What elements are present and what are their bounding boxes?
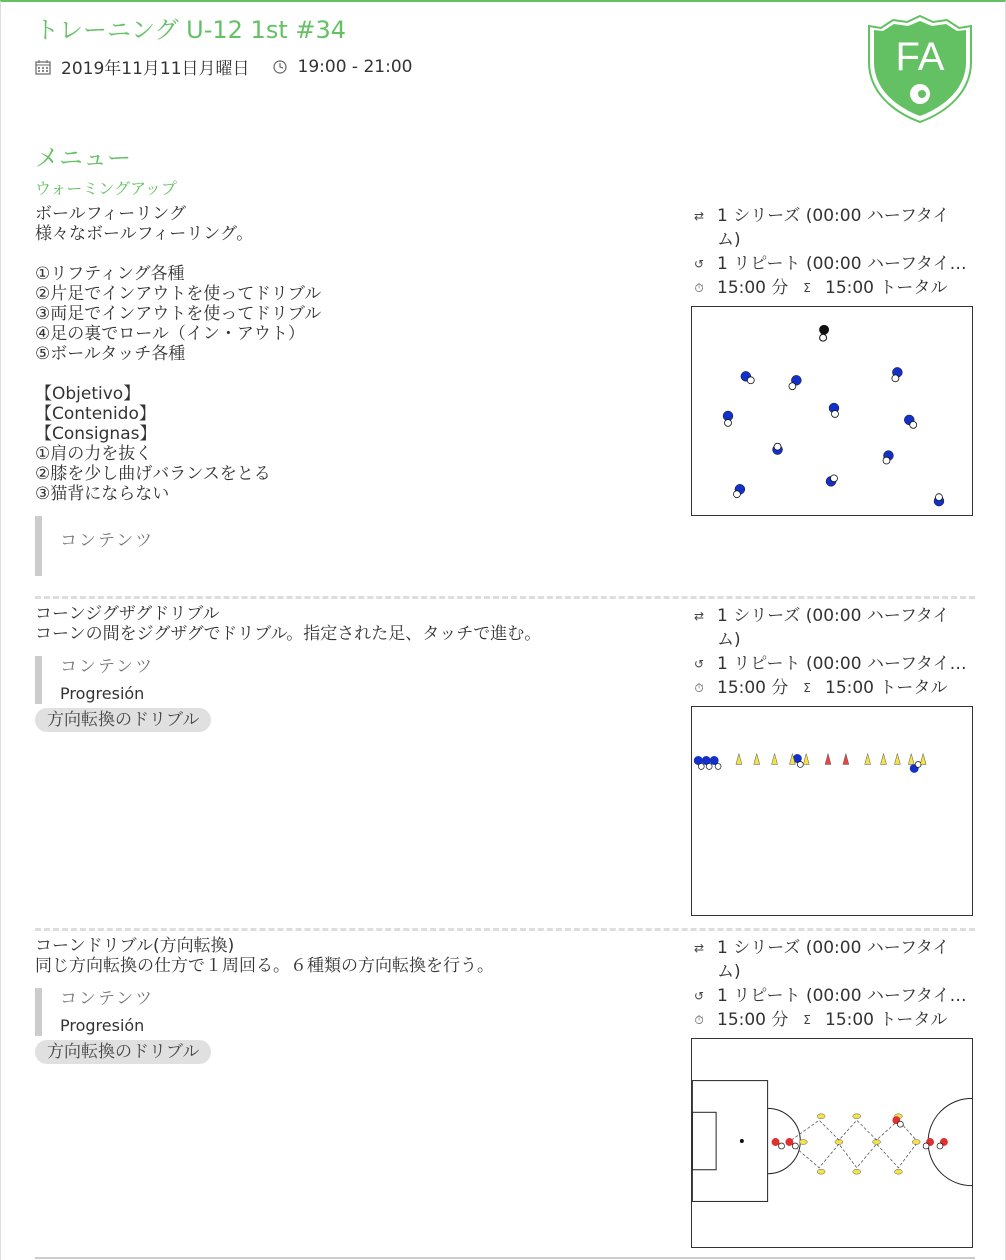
sigma-icon: Σ — [803, 681, 811, 695]
exercise-2 — [35, 604, 975, 924]
session-title: トレーニング U-12 1st #34 — [35, 16, 347, 44]
exercise-1 — [35, 204, 975, 584]
exercise-1-text — [35, 204, 655, 576]
stopwatch-icon: ⏱ — [694, 281, 704, 295]
contents-box — [35, 516, 655, 576]
duration-text: 15:00 分 — [717, 278, 789, 298]
contents-heading: コンテンツ — [60, 531, 155, 551]
stopwatch-icon: ⏱ — [694, 1013, 704, 1027]
menu-title: メニュー — [35, 144, 131, 172]
exercise-2-text — [35, 604, 655, 732]
rotate-icon: ↺ — [693, 657, 705, 671]
description-line: ①リフティング各種 — [35, 264, 185, 284]
players-group — [723, 367, 944, 506]
description-line: ②片足でインアウトを使ってドリブル — [35, 284, 322, 304]
divider — [35, 928, 975, 931]
session-time: 19:00 - 21:00 — [297, 56, 413, 77]
exercise-3-stats — [691, 936, 973, 1253]
description-line — [35, 364, 655, 384]
tag-chip[interactable]: 方向転換のドリブル — [35, 1040, 211, 1064]
exercise-name: コーンジグザグドリブル — [35, 604, 220, 624]
balls-group — [698, 761, 921, 769]
exercise-name: ボールフィーリング — [35, 204, 186, 224]
description-line — [35, 244, 655, 264]
logo-text: FA — [895, 35, 945, 79]
description-line: ⑤ボールタッチ各種 — [35, 344, 186, 364]
calendar-icon — [35, 59, 51, 75]
exercise-name: コーンドリブル(方向転換) — [35, 936, 235, 956]
stopwatch-icon: ⏱ — [694, 681, 704, 695]
contents-value: Progresión — [60, 684, 145, 703]
sigma-icon: Σ — [803, 281, 811, 295]
description-line: ④足の裏でロール（イン・アウト） — [35, 324, 305, 344]
series-text: 1 シリーズ (00:00 ハーフタイム) — [717, 206, 950, 250]
description-line: ③両足でインアウトを使ってドリブル — [35, 304, 322, 324]
contents-box — [35, 656, 655, 704]
clock-icon — [272, 59, 288, 75]
cones-group — [736, 754, 926, 765]
dribble-path — [791, 1120, 916, 1168]
repeat-text: 1 リピート (00:00 ハーフタイム) — [717, 254, 973, 274]
balls-group — [725, 375, 943, 501]
exercise-3 — [35, 936, 975, 1256]
exercise-diagram[interactable] — [691, 1038, 973, 1248]
description-line: コーンの間をジグザグでドリブル。指定された足、タッチで進む。 — [35, 624, 542, 644]
balls-group — [779, 1121, 943, 1149]
description-line: 【Objetivo】 — [35, 384, 141, 404]
exercise-3-text — [35, 936, 655, 1064]
red-cones-group — [825, 754, 849, 765]
description-line: ②膝を少し曲げバランスをとる — [35, 464, 271, 484]
repeat-text: 1 リピート (00:00 ハーフタイム) — [717, 986, 973, 1006]
player-coach-icon — [819, 325, 829, 341]
duration-text: 15:00 分 — [717, 1010, 789, 1030]
session-date: 2019年11月11日月曜日 — [61, 59, 250, 79]
rotate-icon: ↺ — [693, 257, 705, 271]
contents-value: Progresión — [60, 1016, 145, 1035]
penalty-spot — [740, 1139, 744, 1143]
session-meta — [35, 54, 412, 79]
exercise-1-stats — [691, 204, 973, 521]
sigma-icon: Σ — [803, 1013, 811, 1027]
description-line: 様々なボールフィーリング。 — [35, 224, 254, 244]
description-line: 【Consignas】 — [35, 424, 157, 444]
club-logo — [867, 14, 973, 124]
repeat-icon: ⇄ — [693, 941, 705, 955]
description-line: ③猫背にならない — [35, 484, 170, 504]
rotate-icon: ↺ — [693, 989, 705, 1003]
repeat-icon: ⇄ — [693, 209, 705, 223]
total-text: 15:00 トータル — [825, 1010, 948, 1030]
exercise-diagram[interactable] — [691, 706, 973, 916]
tag-chip[interactable]: 方向転換のドリブル — [35, 708, 211, 732]
series-text: 1 シリーズ (00:00 ハーフタイム) — [717, 938, 950, 982]
players-group — [772, 1116, 948, 1146]
exercise-diagram[interactable] — [691, 306, 973, 516]
total-text: 15:00 トータル — [825, 678, 948, 698]
exercise-2-stats — [691, 604, 973, 921]
phase-title: ウォーミングアップ — [35, 179, 177, 198]
description-line: 同じ方向転換の仕方で１周回る。６種類の方向転換を行う。 — [35, 956, 494, 976]
description-line: ①肩の力を抜く — [35, 444, 153, 464]
contents-box — [35, 988, 655, 1036]
repeat-icon: ⇄ — [693, 609, 705, 623]
contents-heading: コンテンツ — [60, 657, 155, 677]
series-text: 1 シリーズ (00:00 ハーフタイム) — [717, 606, 950, 650]
divider — [35, 596, 975, 599]
description-line: 【Contenido】 — [35, 404, 156, 424]
contents-heading: コンテンツ — [60, 989, 155, 1009]
bottom-divider — [35, 1257, 975, 1259]
duration-text: 15:00 分 — [717, 678, 789, 698]
repeat-text: 1 リピート (00:00 ハーフタイム) — [717, 654, 973, 674]
total-text: 15:00 トータル — [825, 278, 948, 298]
